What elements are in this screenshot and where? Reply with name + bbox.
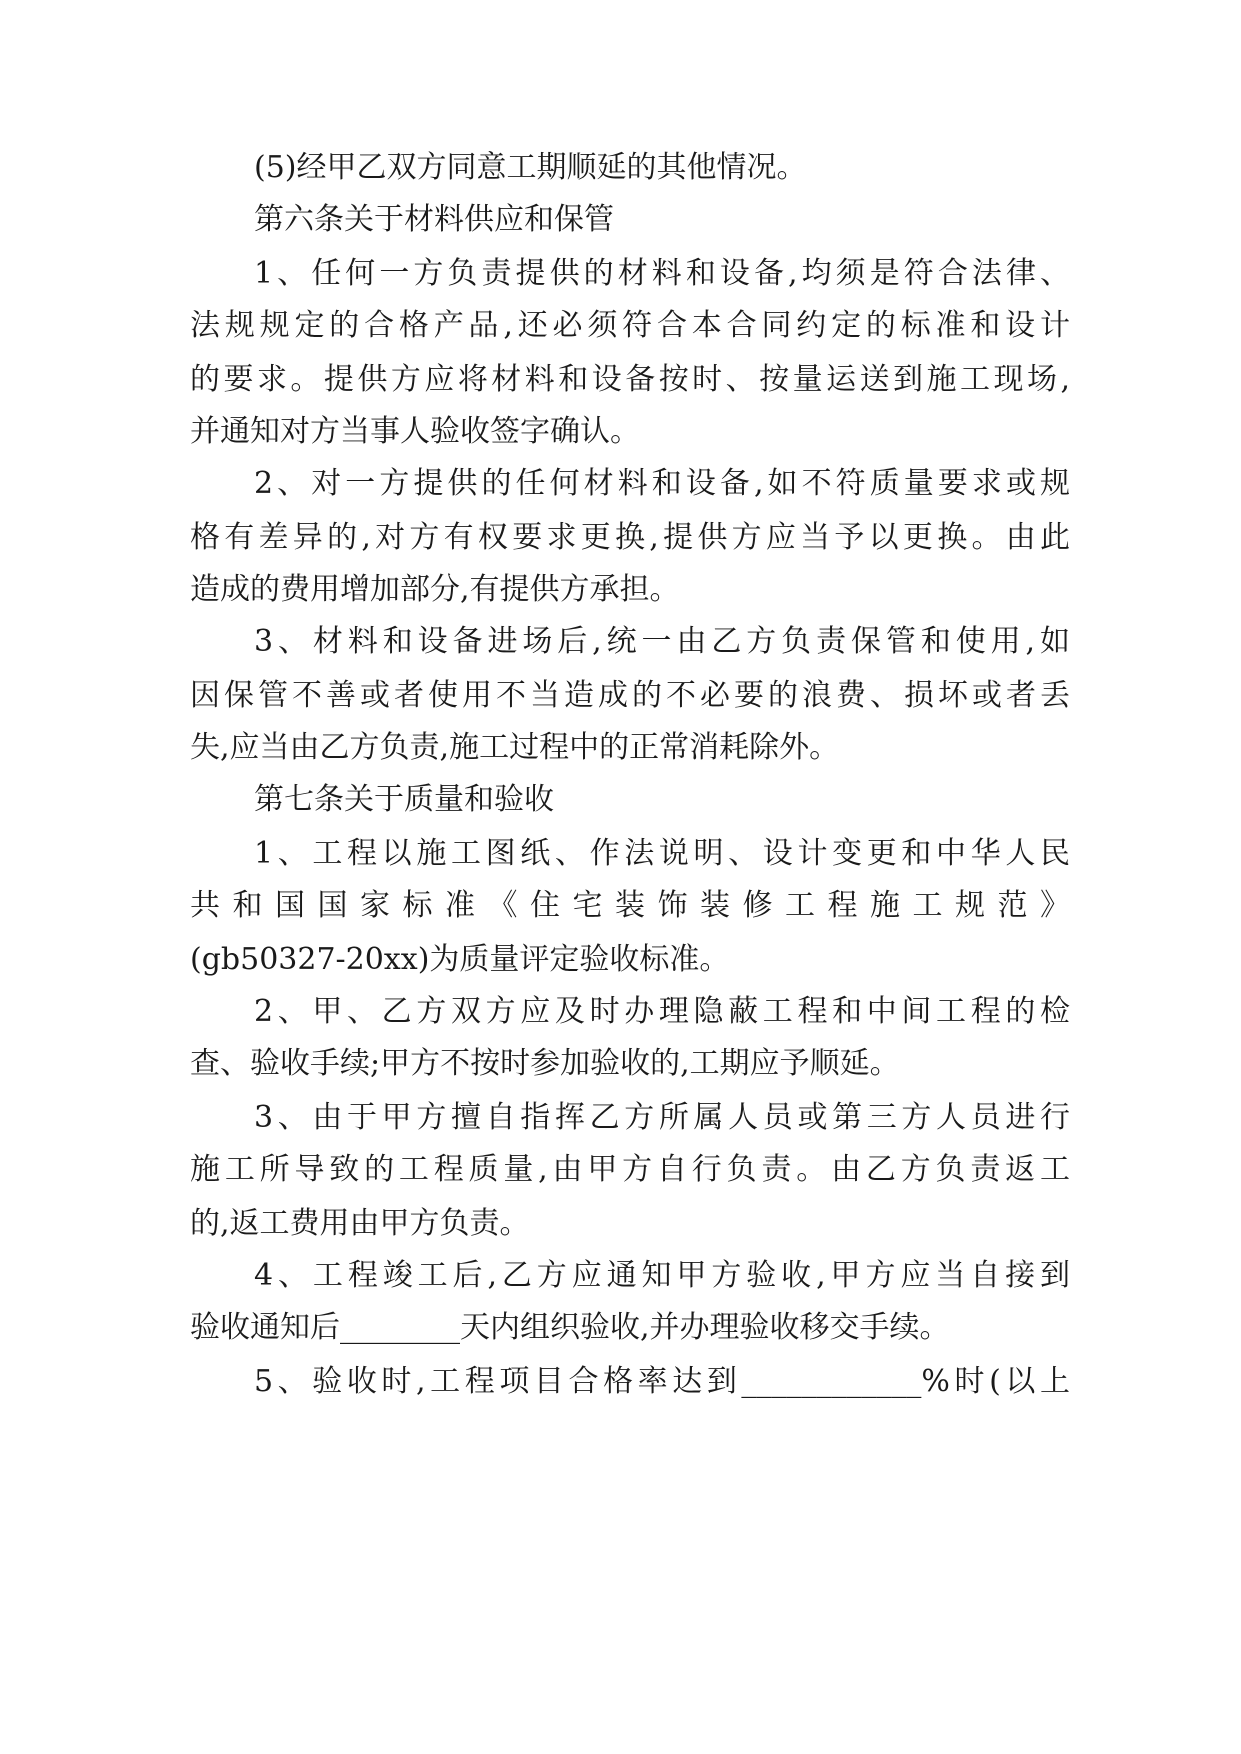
text-line: 并通知对方当事人验收签字确认。 <box>190 414 640 449</box>
text-line: 共和国国家标准《住宅装饰装修工程施工规范》 <box>190 888 1070 923</box>
text-line: 1、工程以施工图纸、作法说明、设计变更和中华人民 <box>254 836 1070 871</box>
text-line: 施工所导致的工程质量,由甲方自行负责。由乙方负责返工 <box>190 1152 1070 1187</box>
text-line: (5)经甲乙双方同意工期顺延的其他情况。 <box>254 150 807 185</box>
text-line: 5、验收时,工程项目合格率达到____________%时(以上 <box>254 1364 1070 1399</box>
text-line: 3、材料和设备进场后,统一由乙方负责保管和使用,如 <box>254 624 1070 659</box>
section-heading: 第六条关于材料供应和保管 <box>254 202 614 237</box>
text-line: 的,返工费用由甲方负责。 <box>190 1206 530 1241</box>
text-line: 格有差异的,对方有权要求更换,提供方应当予以更换。由此 <box>190 520 1070 555</box>
text-line: 因保管不善或者使用不当造成的不必要的浪费、损坏或者丢 <box>190 678 1070 713</box>
text-line: 4、工程竣工后,乙方应通知甲方验收,甲方应当自接到 <box>254 1258 1070 1293</box>
text-line: 造成的费用增加部分,有提供方承担。 <box>190 572 680 607</box>
text-line: 查、验收手续;甲方不按时参加验收的,工期应予顺延。 <box>190 1046 900 1081</box>
text-line: 2、甲、乙方双方应及时办理隐蔽工程和中间工程的检 <box>254 994 1070 1029</box>
text-line: 失,应当由乙方负责,施工过程中的正常消耗除外。 <box>190 730 840 765</box>
text-line: 3、由于甲方擅自指挥乙方所属人员或第三方人员进行 <box>254 1100 1070 1135</box>
text-line: 验收通知后________天内组织验收,并办理验收移交手续。 <box>190 1310 950 1345</box>
text-line: 的要求。提供方应将材料和设备按时、按量运送到施工现场, <box>190 362 1070 397</box>
section-heading: 第七条关于质量和验收 <box>254 782 554 817</box>
text-line: 1、任何一方负责提供的材料和设备,均须是符合法律、 <box>254 256 1070 291</box>
text-line: 2、对一方提供的任何材料和设备,如不符质量要求或规 <box>254 466 1070 501</box>
text-line: (gb50327-20xx)为质量评定验收标准。 <box>190 942 730 977</box>
text-line: 法规规定的合格产品,还必须符合本合同约定的标准和设计 <box>190 308 1070 343</box>
